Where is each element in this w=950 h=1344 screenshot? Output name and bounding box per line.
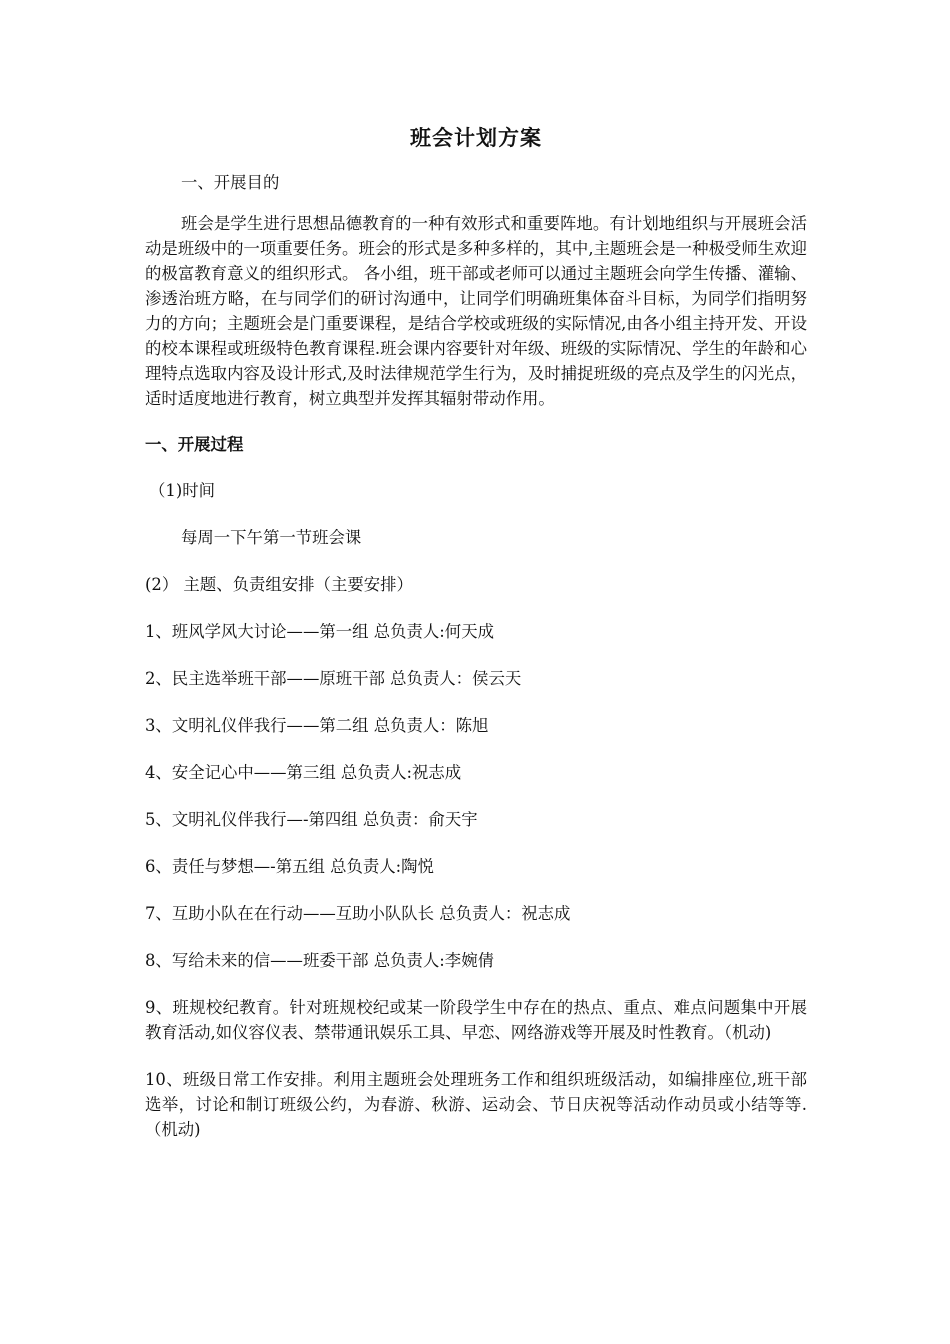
section-heading-process: 一、开展过程 — [145, 435, 244, 454]
time-label: （1)时间 — [149, 481, 215, 500]
list-item: 9、班规校纪教育。针对班规校纪或某一阶段学生中存在的热点、重点、难点问题集中开展教育活动,如仪容仪表、禁带通讯娱乐工具、早恋、网络游戏等开展及时性教育。（机动) — [145, 998, 807, 1042]
list-item: 7、互助小队在在行动——互助小队队长 总负责人：祝志成 — [145, 904, 571, 923]
document-title: 班会计划方案 — [410, 126, 542, 150]
list-item: 4、安全记心中——第三组 总负责人:祝志成 — [145, 763, 462, 782]
list-item: 2、民主选举班干部——原班干部 总负责人：侯云天 — [145, 669, 522, 688]
list-item: 6、责任与梦想—-第五组 总负责人:陶悦 — [145, 857, 434, 876]
time-value: 每周一下午第一节班会课 — [181, 528, 362, 547]
list-item: 8、写给未来的信——班委干部 总负责人:李婉倩 — [145, 951, 494, 970]
document-page — [145, 118, 807, 1164]
purpose-paragraph: 班会是学生进行思想品德教育的一种有效形式和重要阵地。有计划地组织与开展班会活动是班级中的一项重要任务。班会的形式是多种多样的，其中,主题班会是一种极受师生欢迎的极富教育意义的组织形式。 各小组，班干部或老师可以通过主题班会向学生传播、灌输、渗透治班方略，在与同学们的研讨沟通中，让同学们明确班集体奋斗目标，为同学们指明努力的方向；主题班会是门重要课程，是结合学校或班级的实际情况,由各小组主持开发、开设的校本课程或班级特色教育课程.班会课内容要针对年级、班级的实际情况、学生的年龄和心理特点选取内容及设计形式,及时法律规范学生行为，及时捕捉班级的亮点及学生的闪光点，适时适度地进行教育，树立典型并发挥其辐射带动作用。 — [145, 214, 807, 408]
list-item: 10、班级日常工作安排。利用主题班会处理班务工作和组织班级活动，如编排座位,班干部选举，讨论和制订班级公约，为春游、秋游、运动会、节日庆祝等活动作动员或小结等等.（机动) — [145, 1070, 807, 1139]
list-item: 1、班风学风大讨论——第一组 总负责人:何天成 — [145, 622, 494, 641]
list-item: 5、文明礼仪伴我行—-第四组 总负责：俞天宇 — [145, 810, 478, 829]
list-item: 3、文明礼仪伴我行——第二组 总负责人：陈旭 — [145, 716, 489, 735]
topics-label: (2） 主题、负责组安排（主要安排） — [145, 575, 413, 594]
section-heading-purpose: 一、开展目的 — [181, 173, 280, 192]
